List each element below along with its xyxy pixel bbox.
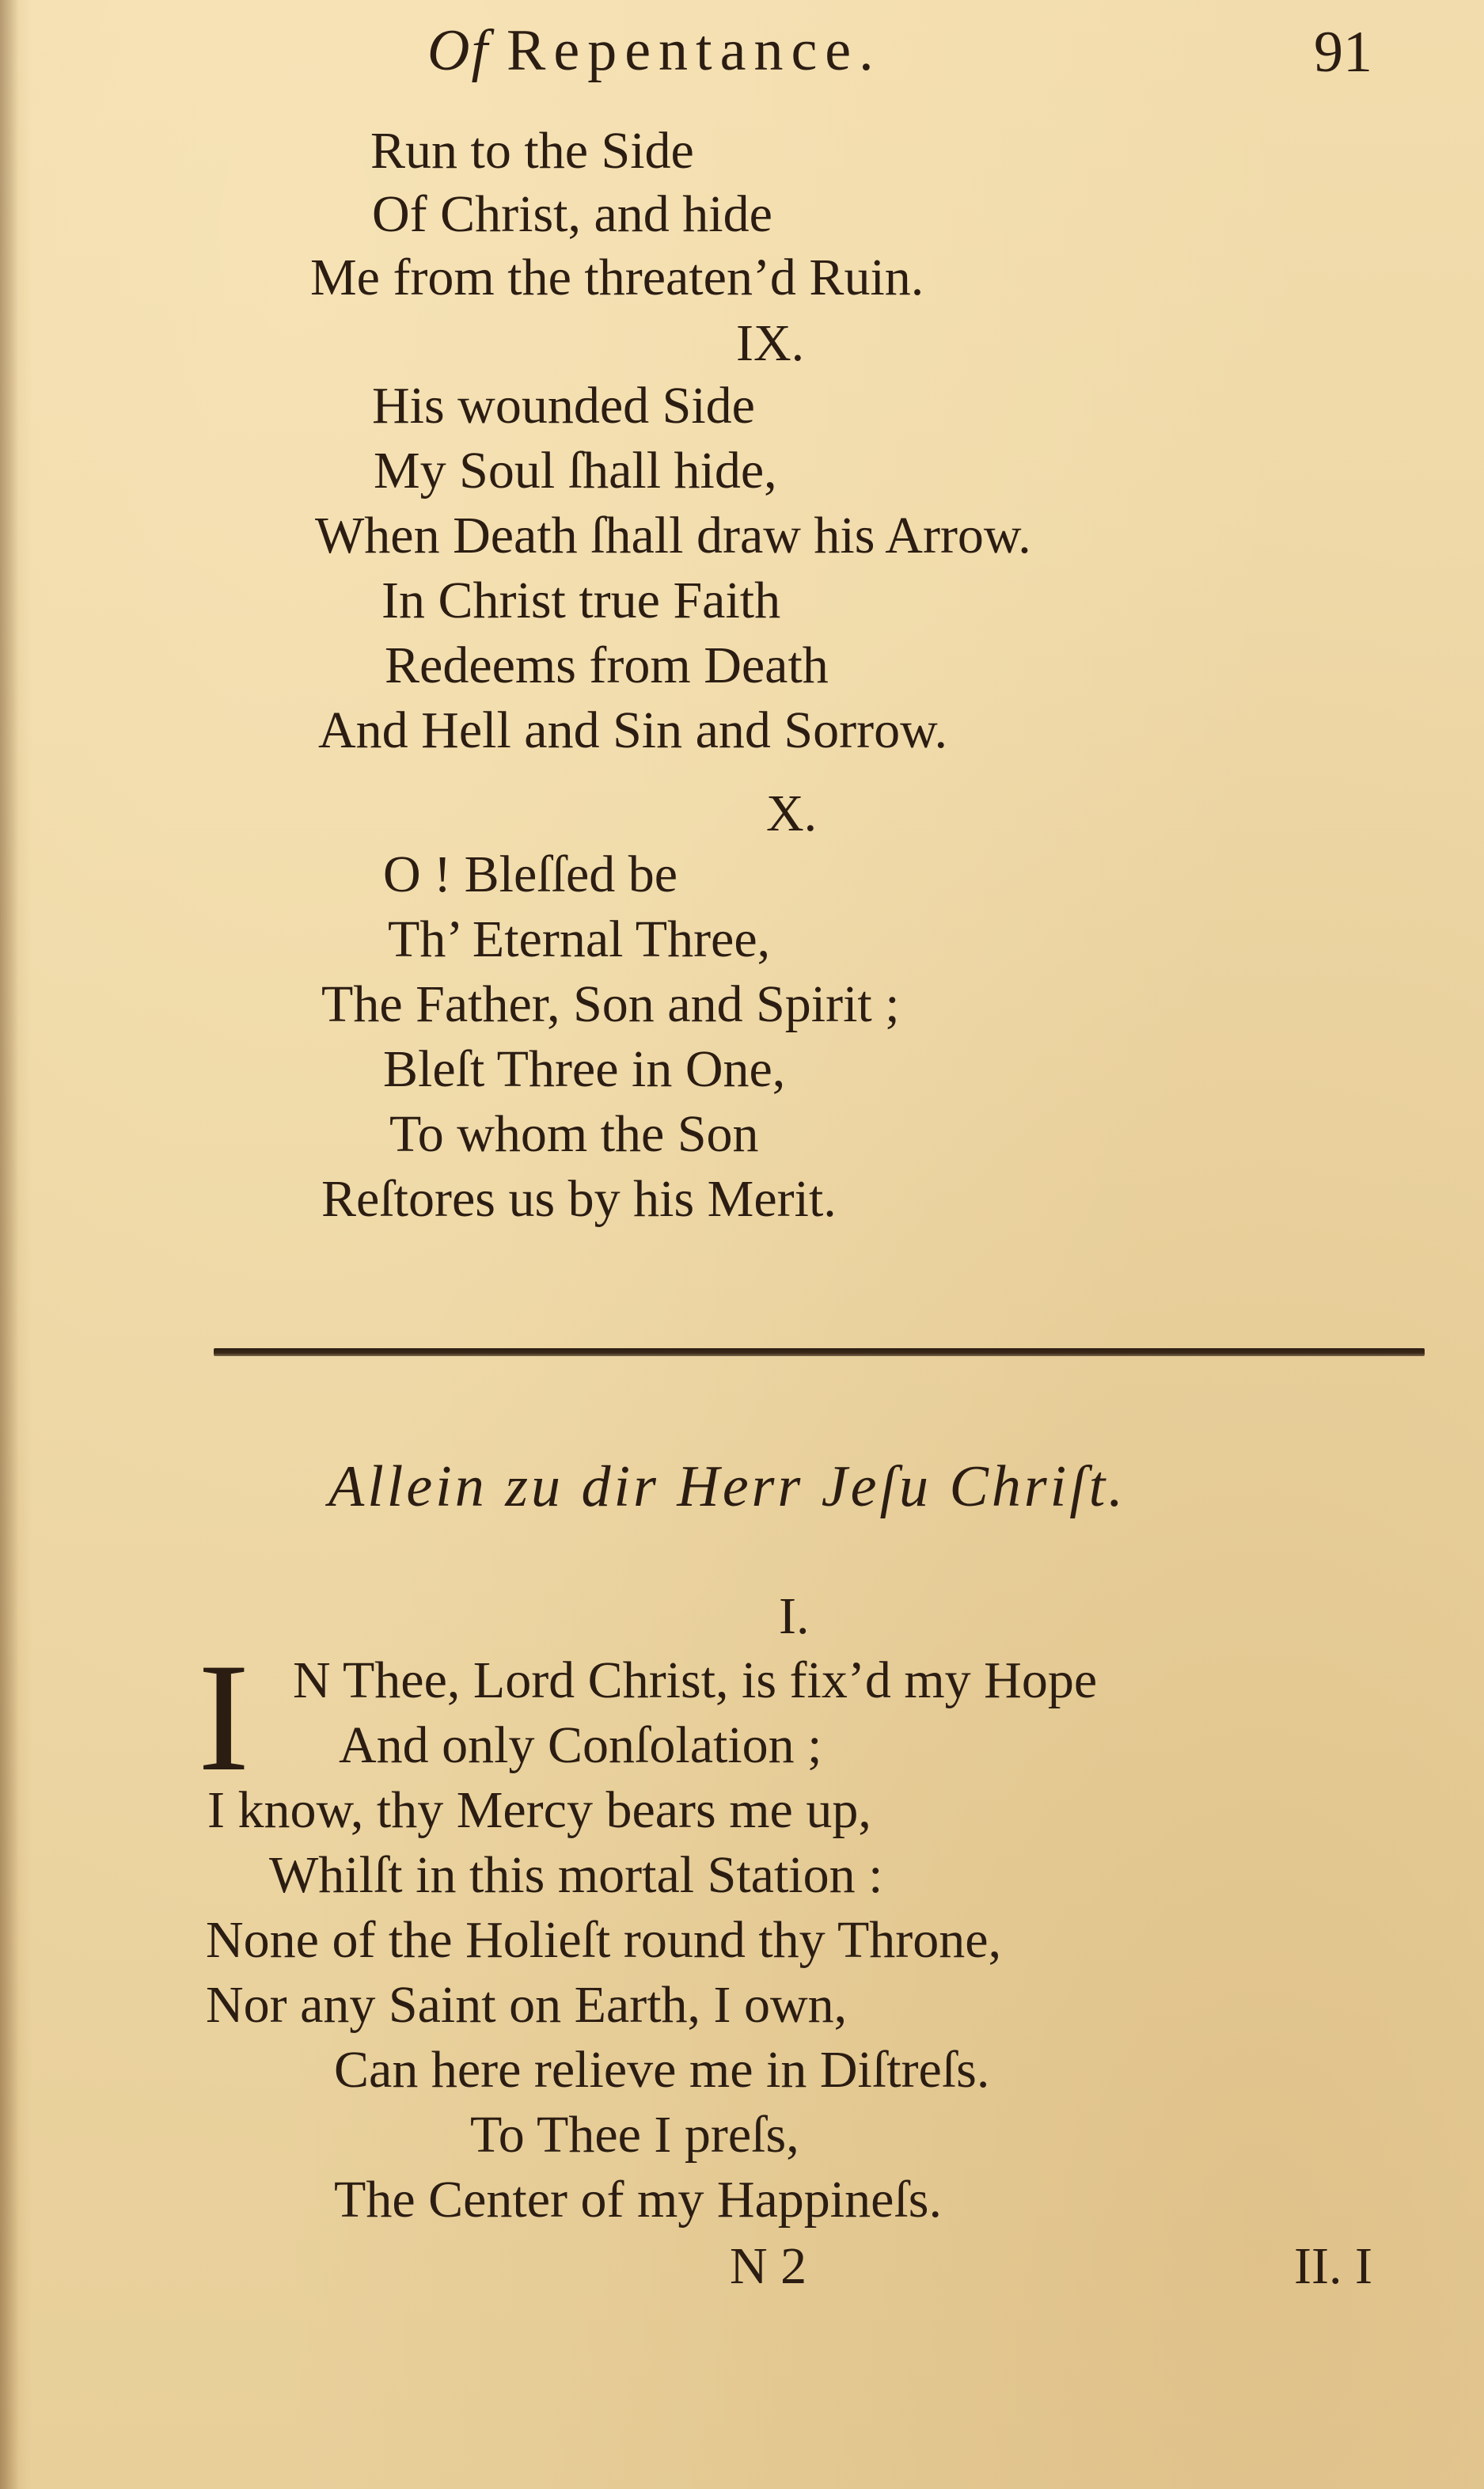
verse-line: None of the Holieſt round thy Throne, xyxy=(206,1911,1002,1969)
verse-line: Th’ Eternal Three, xyxy=(388,910,771,968)
verse-line: In Christ true Faith xyxy=(381,572,781,629)
verse-line: N Thee, Lord Christ, is fix’d my Hope xyxy=(293,1651,1098,1709)
verse-line: The Father, Son and Spirit ; xyxy=(321,975,900,1033)
page-number: 91 xyxy=(1314,20,1372,85)
verse-line: Can here relieve me in Diſtreſs. xyxy=(334,2041,990,2099)
stanza-numeral: IX. xyxy=(736,314,805,372)
running-head-of: Of xyxy=(427,18,489,83)
verse-line: Run to the Side xyxy=(370,122,694,180)
verse-line: Bleſt Three in One, xyxy=(383,1040,786,1098)
verse-line: Me from the threaten’d Ruin. xyxy=(310,249,924,306)
drop-cap: I xyxy=(198,1632,250,1803)
signature-mark: N 2 xyxy=(730,2237,807,2295)
verse-line: I know, thy Mercy bears me up, xyxy=(207,1781,871,1839)
stanza-numeral: X. xyxy=(766,785,818,842)
verse-line: To whom the Son xyxy=(389,1105,759,1163)
verse-line: My Soul ſhall hide, xyxy=(374,442,777,500)
verse-line: And Hell and Sin and Sorrow. xyxy=(318,701,947,759)
verse-line: Redeems from Death xyxy=(385,636,829,694)
verse-line: O ! Bleſſed be xyxy=(383,846,678,903)
verse-line: Reſtores us by his Merit. xyxy=(321,1170,837,1228)
verse-line: When Death ſhall draw his Arrow. xyxy=(315,507,1031,564)
running-head-title: Repentance. xyxy=(507,18,882,83)
verse-line: The Center of my Happineſs. xyxy=(334,2171,942,2229)
verse-line: Nor any Saint on Earth, I own, xyxy=(206,1976,848,2034)
verse-line: To Thee I preſs, xyxy=(470,2106,799,2164)
verse-line: And only Conſolation ; xyxy=(339,1716,822,1774)
catchword: II. I xyxy=(1294,2237,1372,2295)
verse-line: Whilſt in this mortal Station : xyxy=(269,1846,883,1904)
verse-line: His wounded Side xyxy=(372,377,755,435)
page-edge-shadow xyxy=(0,0,19,2489)
running-head xyxy=(427,17,882,85)
hymn-title: Allein zu dir Herr Jeſu Chriſt. xyxy=(328,1454,1126,1519)
stanza-numeral: I. xyxy=(779,1587,810,1645)
section-divider xyxy=(214,1348,1425,1356)
verse-line: Of Christ, and hide xyxy=(372,185,772,243)
